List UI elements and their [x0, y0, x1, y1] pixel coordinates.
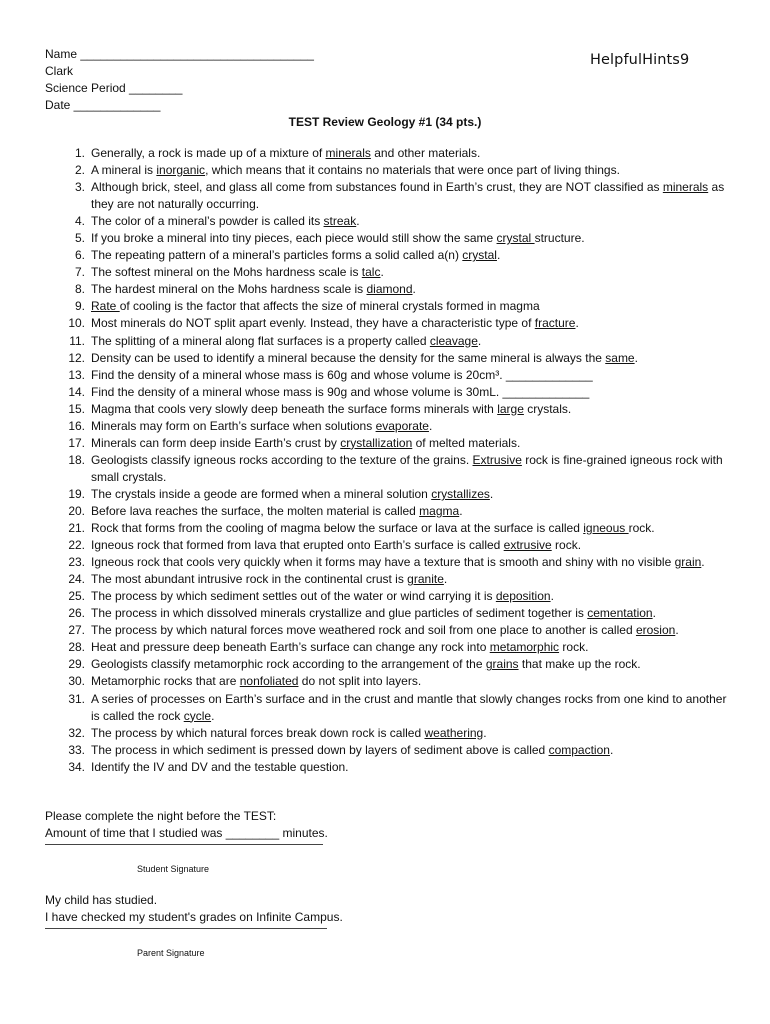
question-number: 23.: [68, 555, 85, 570]
question-item: [67, 230, 727, 247]
science-period-line: Science Period ________: [45, 81, 183, 95]
parent-signature-line: [45, 928, 327, 929]
question-number: 29.: [68, 657, 85, 672]
question-text: A mineral is: [91, 163, 157, 178]
question-answer: erosion: [635, 623, 676, 638]
question-answer: igneous: [583, 521, 629, 536]
parent-signature-label: Parent Signature: [137, 948, 205, 958]
question-number: 9.: [74, 299, 85, 314]
student-info-header: [45, 46, 314, 114]
question-number: 2.: [74, 163, 85, 178]
question-text-end: .: [380, 265, 384, 280]
question-text: Before lava reaches the surface, the molten material is called: [91, 503, 420, 518]
question-item: [67, 315, 727, 332]
question-answer: cycle: [183, 708, 212, 723]
question-answer: cleavage: [429, 333, 478, 348]
question-text-end: .: [675, 623, 679, 638]
question-text: The process by which sediment settles out of the water or wind carrying it is: [91, 589, 496, 604]
question-item: [67, 264, 727, 281]
question-text-end: .: [443, 572, 448, 587]
question-answer: cementation: [587, 606, 653, 621]
question-number: 20.: [68, 503, 85, 518]
question-answer: crystal: [496, 231, 535, 246]
question-text: Find the density of a mineral whose mass is 60g and whose volume is 20cm³. _____________: [91, 367, 593, 382]
question-text: The repeating pattern of a mineral’s particles forms a solid called a(n): [91, 248, 463, 263]
question-item: [67, 554, 727, 571]
question-text-end: structure.: [534, 231, 585, 246]
question-text-end: crystals.: [523, 401, 572, 416]
question-item: [67, 333, 727, 350]
question-item: [67, 691, 727, 725]
student-signature-line: [45, 844, 323, 845]
question-answer: deposition: [495, 589, 551, 604]
question-text: The color of a mineral’s powder is called its: [91, 214, 324, 229]
question-text-end: of cooling is the factor that affects the size of mineral crystals formed in magma: [119, 299, 540, 314]
question-item: [67, 247, 727, 264]
question-answer: crystallization: [340, 435, 413, 450]
question-answer: large: [497, 401, 524, 416]
question-text-end: as they are not naturally occurring.: [91, 180, 725, 212]
question-number: 34.: [68, 759, 85, 774]
question-text: The process in which sediment is pressed down by layers of sediment above is called: [91, 742, 549, 757]
date-line: Date _____________: [45, 98, 161, 112]
question-item: [67, 435, 727, 452]
question-text-end: .: [701, 555, 705, 570]
question-answer: streak: [323, 214, 357, 229]
question-number: 17.: [68, 435, 85, 450]
question-answer: granite: [407, 572, 444, 587]
question-text-end: .: [412, 282, 416, 297]
question-text-end: .: [575, 316, 579, 331]
question-text-end: .: [652, 606, 656, 621]
question-answer: evaporate: [375, 418, 429, 433]
question-text-end: rock is fine-grained igneous rock with small crystals.: [91, 452, 723, 484]
question-item: [67, 179, 727, 213]
question-number: 10.: [68, 316, 85, 331]
question-answer: talc: [361, 265, 381, 280]
question-text: Identify the IV and DV and the testable question.: [91, 759, 349, 774]
question-answer: same: [605, 350, 635, 365]
question-number: 7.: [74, 265, 85, 280]
question-item: [67, 656, 727, 673]
question-text-end: .: [609, 742, 614, 757]
question-answer: minerals: [662, 180, 709, 195]
question-number: 3.: [74, 180, 85, 195]
question-item: [67, 350, 727, 367]
question-text: The splitting of a mineral along flat surfaces is a property called: [91, 333, 430, 348]
question-number: 13.: [68, 367, 85, 382]
question-answer: grain: [674, 555, 702, 570]
question-text-end: and other materials.: [370, 146, 481, 160]
question-number: 12.: [68, 350, 85, 365]
question-text: Geologists classify metamorphic rock according to the arrangement of the: [91, 657, 486, 672]
question-text: The hardest mineral on the Mohs hardness scale is: [91, 282, 367, 297]
student-signature-label: Student Signature: [137, 864, 210, 874]
question-item: [67, 673, 727, 690]
question-answer: fracture: [534, 316, 576, 331]
question-text: Metamorphic rocks that are: [91, 674, 240, 689]
question-answer: inorganic: [156, 163, 206, 178]
footer-section: [45, 808, 343, 962]
question-answer: weathering: [424, 725, 484, 740]
question-number: 6.: [74, 248, 85, 263]
question-number: 4.: [74, 214, 85, 229]
question-number: 22.: [68, 538, 85, 553]
question-item: [67, 725, 727, 742]
question-number: 14.: [68, 384, 85, 399]
question-text: Igneous rock that cools very quickly when it forms may have a texture that is smooth and shiny with no visible: [91, 555, 675, 570]
question-text: Generally, a rock is made up of a mixture of: [91, 146, 326, 160]
question-number: 21.: [68, 521, 85, 536]
question-item: [67, 622, 727, 639]
question-answer: crystallizes: [431, 486, 490, 501]
question-number: 31.: [68, 691, 85, 706]
question-item: [67, 298, 727, 315]
teacher-name: Clark: [45, 64, 74, 78]
question-answer: Rate: [91, 299, 120, 314]
question-number: 33.: [68, 742, 85, 757]
question-text-end: .: [459, 503, 463, 518]
question-text: Minerals may form on Earth’s surface when solutions: [91, 418, 376, 433]
question-item: [67, 367, 727, 384]
question-text: The softest mineral on the Mohs hardness scale is: [91, 265, 362, 280]
name-line: Name ___________________________________: [45, 47, 314, 61]
question-item: [67, 486, 727, 503]
question-answer: metamorphic: [489, 640, 560, 655]
study-time-line: Amount of time that I studied was ________ minutes.: [45, 826, 328, 840]
question-number: 24.: [68, 572, 85, 587]
question-number: 8.: [74, 282, 85, 297]
question-text: Magma that cools very slowly deep beneath the surface forms minerals with: [91, 401, 498, 416]
question-text: Minerals can form deep inside Earth’s crust by: [91, 435, 341, 450]
question-text-end: rock.: [559, 640, 589, 655]
question-text-end: .: [489, 486, 494, 501]
question-number: 5.: [74, 231, 85, 246]
question-text-end: .: [477, 333, 482, 348]
question-text: Most minerals do NOT split apart evenly. Instead, they have a characteristic type of: [91, 316, 535, 331]
question-number: 15.: [68, 401, 85, 416]
question-text: The crystals inside a geode are formed when a mineral solution: [91, 486, 432, 501]
question-answer: diamond: [366, 282, 413, 297]
question-text: Find the density of a mineral whose mass is 90g and whose volume is 30mL. _____________: [91, 384, 590, 399]
question-number: 18.: [68, 452, 85, 467]
question-text: Heat and pressure deep beneath Earth’s surface can change any rock into: [91, 640, 490, 655]
question-list: [67, 145, 727, 776]
question-text-end: .: [634, 350, 638, 365]
question-text: The process by which natural forces move weathered rock and soil from one place to another is called: [91, 623, 636, 638]
question-text-end: do not split into layers.: [298, 674, 422, 689]
document-title: TEST Review Geology #1 (34 pts.): [288, 115, 482, 129]
question-number: 11.: [69, 333, 85, 348]
question-answer: extrusive: [503, 538, 552, 553]
question-number: 16.: [68, 418, 85, 433]
question-number: 32.: [68, 725, 85, 740]
brand-watermark: HelpfulHints9: [590, 52, 690, 68]
question-item: [67, 401, 727, 418]
question-text: The most abundant intrusive rock in the continental crust is: [91, 572, 408, 587]
question-item: [67, 145, 727, 162]
question-text-end: .: [496, 248, 501, 263]
question-answer: compaction: [548, 742, 610, 757]
question-text: The process by which natural forces break down rock is called: [91, 725, 425, 740]
question-text-end: rock.: [551, 538, 582, 553]
question-number: 30.: [68, 674, 85, 689]
parent-statement-grades: I have checked my student's grades on Infinite Campus.: [45, 910, 343, 924]
question-number: 27.: [68, 623, 85, 638]
question-answer: Extrusive: [472, 452, 522, 467]
question-text: The process in which dissolved minerals crystallize and glue particles of sediment together is: [91, 606, 588, 621]
question-text-end: .: [550, 589, 554, 604]
question-number: 1.: [74, 146, 85, 160]
question-item: [67, 162, 727, 179]
question-item: [67, 281, 727, 298]
question-number: 28.: [68, 640, 85, 655]
question-item: [67, 588, 727, 605]
question-item: [67, 418, 727, 435]
question-text: Density can be used to identify a mineral because the density for the same mineral is always the: [91, 350, 606, 365]
question-text: Geologists classify igneous rocks according to the texture of the grains.: [91, 452, 473, 467]
question-item: [67, 503, 727, 520]
question-text: Although brick, steel, and glass all come from substances found in Earth’s crust, they are NOT classified as: [91, 180, 663, 195]
question-answer: minerals: [325, 146, 371, 160]
question-number: 26.: [68, 606, 85, 621]
question-item: [67, 742, 727, 759]
question-text-end: .: [356, 214, 360, 229]
question-text: If you broke a mineral into tiny pieces, each piece would still show the same: [91, 231, 497, 246]
question-number: 19.: [68, 486, 85, 501]
question-text: Rock that forms from the cooling of magma below the surface or lava at the surface is called: [91, 521, 584, 536]
question-text-end: of melted materials.: [412, 435, 521, 450]
question-answer: crystal: [462, 248, 497, 263]
question-text-end: that make up the rock.: [518, 657, 641, 672]
question-answer: nonfoliated: [239, 674, 299, 689]
question-item: [67, 639, 727, 656]
question-number: 25.: [68, 589, 85, 604]
parent-statement-studied: My child has studied.: [45, 893, 158, 907]
question-item: [67, 520, 727, 537]
question-text: Igneous rock that formed from lava that erupted onto Earth’s surface is called: [91, 538, 504, 553]
question-text-end: .: [211, 708, 215, 723]
question-text-end: rock.: [628, 521, 655, 536]
question-answer: magma: [419, 503, 460, 518]
question-text-end: , which means that it contains no materials that were once part of living things.: [205, 163, 620, 178]
question-item: [67, 213, 727, 230]
instructions-text: Please complete the night before the TEST:: [45, 809, 277, 823]
question-text: A series of processes on Earth’s surface and in the crust and mantle that slowly changes rocks from one kind to another is called the rock: [91, 691, 727, 723]
question-text-end: .: [483, 725, 487, 740]
question-item: [67, 537, 727, 554]
question-item: [67, 384, 727, 401]
question-item: [67, 759, 727, 776]
question-item: [67, 571, 727, 588]
question-item: [67, 605, 727, 622]
question-item: [67, 452, 727, 486]
question-answer: grains: [485, 657, 519, 672]
question-text-end: .: [428, 418, 433, 433]
